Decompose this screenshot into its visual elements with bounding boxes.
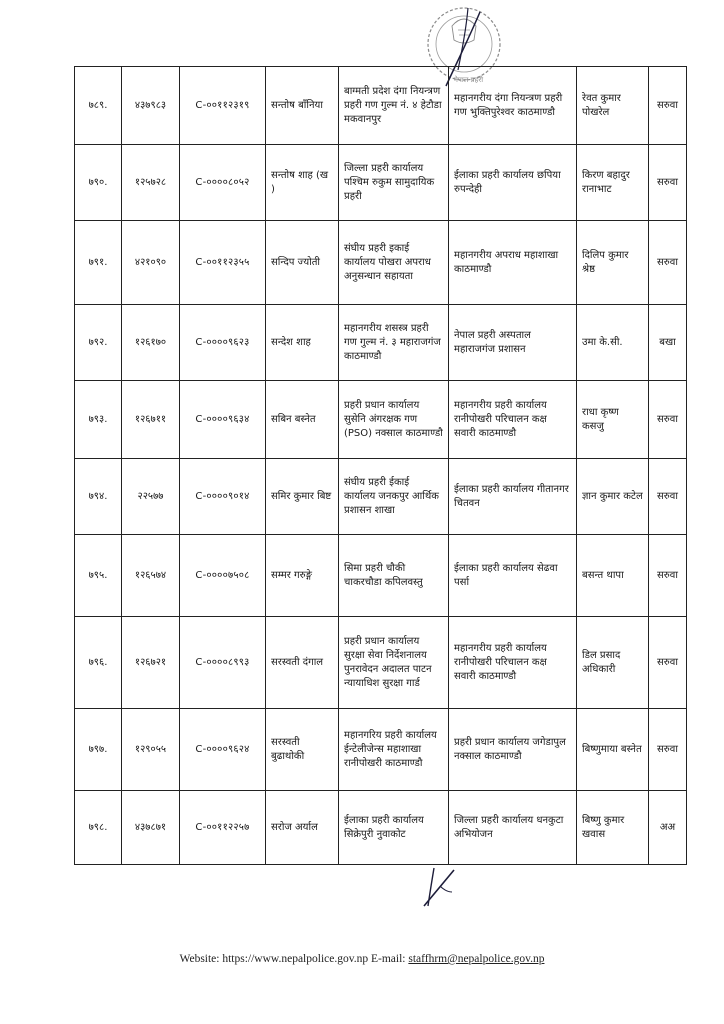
from-office-cell: बाग्मती प्रदेश दंगा नियन्त्रण प्रहरी गण गुल्म नं. ४ हेटौडा मकवानपुर: [339, 67, 449, 145]
to-office-cell: नेपाल प्रहरी अस्पताल महाराजगंज प्रशासन: [449, 305, 577, 381]
table-row: [75, 381, 687, 459]
approver-cell: राधा कृष्ण कसजु: [577, 381, 649, 459]
table-row: [75, 305, 687, 381]
action-cell: सरुवा: [649, 67, 687, 145]
name-cell: सबिन बस्नेत: [266, 381, 339, 459]
from-office-cell: प्रहरी प्रधान कार्यालय सुरक्षा सेवा निर्देशनालय पुनरावेदन अदालत पाटन न्यायाधिश सुरक्षा गार्ड: [339, 617, 449, 709]
to-office-cell: महानगरीय प्रहरी कार्यालय रानीपोखरी परिचालन कक्ष सवारी काठमाण्डौ: [449, 381, 577, 459]
approver-cell: डिल प्रसाद अधिकारी: [577, 617, 649, 709]
code-cell: C-००००८०५२: [180, 145, 266, 221]
serial-cell: ७९३.: [75, 381, 122, 459]
name-cell: सन्दिप ज्योती: [266, 221, 339, 305]
name-cell: सरस्वती दंगाल: [266, 617, 339, 709]
name-cell: सम्मर गरुङ्गे: [266, 535, 339, 617]
approver-cell: बिष्णुमाया बस्नेत: [577, 709, 649, 791]
number-cell: १२६५७४: [122, 535, 180, 617]
approver-cell: किरण बहादुर रानाभाट: [577, 145, 649, 221]
page-footer: [0, 953, 724, 965]
serial-cell: ७८९.: [75, 67, 122, 145]
serial-cell: ७९२.: [75, 305, 122, 381]
table-row: [75, 145, 687, 221]
code-cell: C-००११२२५७: [180, 791, 266, 865]
action-cell: सरुवा: [649, 459, 687, 535]
number-cell: १२६७२१: [122, 617, 180, 709]
footer-email-link[interactable]: staffhrm@nepalpolice.gov.np: [408, 953, 545, 965]
to-office-cell: ईलाका प्रहरी कार्यालय गीतानगर चितवन: [449, 459, 577, 535]
to-office-cell: प्रहरी प्रधान कार्यालय जगेडापुल नक्साल काठमाण्डौ: [449, 709, 577, 791]
serial-cell: ७९६.: [75, 617, 122, 709]
code-cell: C-००११२३५५: [180, 221, 266, 305]
approver-cell: बसन्त थापा: [577, 535, 649, 617]
serial-cell: ७९१.: [75, 221, 122, 305]
table-row: [75, 67, 687, 145]
approver-cell: ज्ञान कुमार कटेल: [577, 459, 649, 535]
footer-email-label: E-mail:: [370, 953, 406, 965]
code-cell: C-००००९०१४: [180, 459, 266, 535]
table-row: [75, 791, 687, 865]
action-cell: सरुवा: [649, 381, 687, 459]
code-cell: C-००००९६३४: [180, 381, 266, 459]
action-cell: सरुवा: [649, 221, 687, 305]
code-cell: C-००११२३१९: [180, 67, 266, 145]
serial-cell: ७९४.: [75, 459, 122, 535]
serial-cell: ७९७.: [75, 709, 122, 791]
number-cell: १२९०५५: [122, 709, 180, 791]
code-cell: C-००००९६२४: [180, 709, 266, 791]
approver-cell: उमा के.सी.: [577, 305, 649, 381]
name-cell: सन्तोष शाह (ख ): [266, 145, 339, 221]
table-row: [75, 459, 687, 535]
to-office-cell: महानगरीय दंगा नियन्त्रण प्रहरी गण भुक्तिपुरेश्वर काठमाण्डौ: [449, 67, 577, 145]
approver-cell: रेवत कुमार पोखरेल: [577, 67, 649, 145]
table-row: [75, 535, 687, 617]
action-cell: सरुवा: [649, 535, 687, 617]
from-office-cell: ईलाका प्रहरी कार्यालय सिक्रेपुरी नुवाकोट: [339, 791, 449, 865]
number-cell: ४२१०९०: [122, 221, 180, 305]
to-office-cell: महानगरीय प्रहरी कार्यालय रानीपोखरी परिचालन कक्ष सवारी काठमाण्डौ: [449, 617, 577, 709]
action-cell: बखा: [649, 305, 687, 381]
serial-cell: ७९५.: [75, 535, 122, 617]
name-cell: सरोज अर्याल: [266, 791, 339, 865]
number-cell: ४३७८७१: [122, 791, 180, 865]
to-office-cell: ईलाका प्रहरी कार्यालय छपिया रुपन्देही: [449, 145, 577, 221]
action-cell: सरुवा: [649, 709, 687, 791]
seal-text: नेपाल प्रहरी: [454, 76, 484, 84]
number-cell: १२६१७०: [122, 305, 180, 381]
number-cell: १२६७११: [122, 381, 180, 459]
from-office-cell: संघीय प्रहरी ईकाई कार्यालय जनकपुर आर्थिक प्रशासन शाखा: [339, 459, 449, 535]
code-cell: C-००००९६२३: [180, 305, 266, 381]
approver-cell: बिष्णु कुमार खवास: [577, 791, 649, 865]
to-office-cell: ईलाका प्रहरी कार्यालय सेढवा पर्सा: [449, 535, 577, 617]
number-cell: १२५७२८: [122, 145, 180, 221]
number-cell: ४३७९८३: [122, 67, 180, 145]
name-cell: सरस्वती बुढाथोकी: [266, 709, 339, 791]
code-cell: C-००००८९९३: [180, 617, 266, 709]
from-office-cell: संघीय प्रहरी इकाई कार्यालय पोखरा अपराध अनुसन्धान सहायता: [339, 221, 449, 305]
from-office-cell: सिमा प्रहरी चौकी चाकरचौडा कपिलवस्तु: [339, 535, 449, 617]
name-cell: सन्देश शाह: [266, 305, 339, 381]
name-cell: समिर कुमार बिष्ट: [266, 459, 339, 535]
transfer-table: [74, 66, 687, 865]
from-office-cell: जिल्ला प्रहरी कार्यालय पश्चिम रुकुम सामुदायिक प्रहरी: [339, 145, 449, 221]
serial-cell: ७९०.: [75, 145, 122, 221]
action-cell: सरुवा: [649, 617, 687, 709]
action-cell: अअ: [649, 791, 687, 865]
from-office-cell: महानगरीय शसस्त्र प्रहरी गण गुल्म नं. ३ महाराजगंज काठमाण्डौ: [339, 305, 449, 381]
name-cell: सन्तोष बाँनिया: [266, 67, 339, 145]
table-row: [75, 221, 687, 305]
signature-mark: [420, 866, 460, 908]
to-office-cell: महानगरीय अपराध महाशाखा काठमाण्डौ: [449, 221, 577, 305]
number-cell: २२५७७: [122, 459, 180, 535]
from-office-cell: महानगरिय प्रहरी कार्यालय ईन्टेलीजेन्स महाशाखा रानीपोखरी काठमाण्डौ: [339, 709, 449, 791]
to-office-cell: जिल्ला प्रहरी कार्यालय धनकुटा अभियोजन: [449, 791, 577, 865]
table-row: [75, 709, 687, 791]
serial-cell: ७९८.: [75, 791, 122, 865]
table-row: [75, 617, 687, 709]
code-cell: C-००००७५०८: [180, 535, 266, 617]
approver-cell: दिलिप कुमार श्रेष्ठ: [577, 221, 649, 305]
footer-website[interactable]: Website: https://www.nepalpolice.gov.np: [179, 953, 369, 965]
from-office-cell: प्रहरी प्रधान कार्यालय सुसेनि अंगरक्षक गण (PSO) नक्साल काठमाण्डौ: [339, 381, 449, 459]
action-cell: सरुवा: [649, 145, 687, 221]
